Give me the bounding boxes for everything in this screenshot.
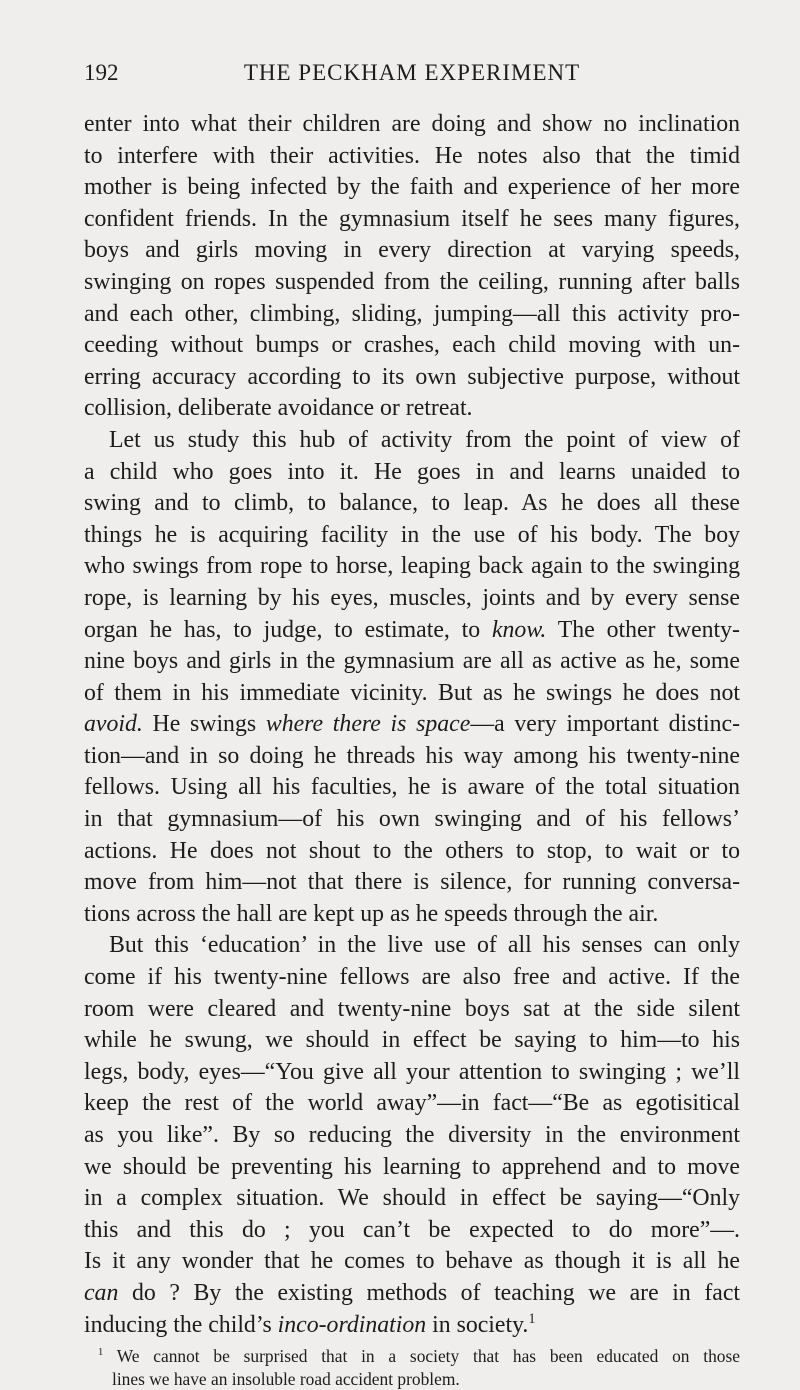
text-line: tions across the hall are kept up as he speeds through the air. (84, 900, 659, 927)
text-line: nine boys and girls in the gymnasium are all as active as he, some (84, 648, 740, 675)
text-line: while he swung, we should in effect be saying to him—to his (84, 1027, 740, 1054)
emphasis: can (84, 1279, 119, 1306)
text-line: mother is being infected by the faith and experience of her more (84, 174, 740, 201)
text-line: come if his twenty-nine fellows are also free and active. If the (84, 964, 740, 991)
text-line: inducing the child’s inco-ordination in society.$^1$ (84, 1310, 536, 1338)
running-title: THE PECKHAM EXPERIMENT (243, 60, 581, 85)
text-line: erring accuracy according to its own subjective purpose, without (84, 363, 740, 390)
text-line: as you like”. By so reducing the diversity in the environment (84, 1122, 740, 1148)
text-line: avoid. He swings where there is space—a very important distinc- (84, 711, 740, 738)
text-line: But this ‘education’ in the live use of all his senses can only (109, 932, 740, 959)
text-line: who swings from rope to horse, leaping back again to the swinging (84, 553, 740, 580)
body-text (84, 109, 740, 1390)
paragraph (84, 930, 740, 1341)
footnote-ref: 1 (528, 1310, 536, 1327)
text-line: to interfere with their activities. He notes also that the timid (84, 142, 740, 169)
text-line: room were cleared and twenty-nine boys sat at the side silent (84, 995, 740, 1022)
text-line: we should be preventing his learning to apprehend and to move (84, 1153, 740, 1180)
text-line: fellows. Using all his faculties, he is aware of the total situation (84, 774, 740, 801)
text-line: tion—and in so doing he threads his way among his twenty-nine (84, 742, 740, 769)
text-line: legs, body, eyes—“You give all your attention to swinging ; we’ll (84, 1058, 740, 1085)
emphasis: where there is space (265, 711, 471, 738)
footnote-line: lines we have an insoluble road accident problem. (112, 1368, 460, 1389)
footnote-line (84, 1345, 740, 1367)
paragraph (84, 425, 740, 931)
text-line: and each other, climbing, sliding, jumping—all this activity pro- (84, 300, 740, 327)
text-line: can do ? By the existing methods of teaching we are in fact (84, 1279, 740, 1306)
footnote (84, 1345, 740, 1390)
text-line: ceeding without bumps or crashes, each child moving with un- (84, 332, 740, 359)
text-line: swinging on ropes suspended from the ceiling, running after balls (84, 268, 740, 295)
text-line: this and this do ; you can’t be expected to do more”—. (84, 1216, 740, 1243)
emphasis: avoid. (84, 711, 143, 738)
text-line: boys and girls moving in every direction at varying speeds, (84, 237, 740, 264)
emphasis: know. (491, 616, 547, 643)
text-line: move from him—not that there is silence, for running conversa- (84, 869, 740, 896)
text-line: Let us study this hub of activity from the point of view of (109, 426, 740, 453)
text-line: organ he has, to judge, to estimate, to know. The other twenty- (84, 616, 740, 643)
text-line: in a complex situation. We should in effect be saying—“Only (84, 1185, 740, 1212)
text-line: enter into what their children are doing and show no inclination (84, 111, 740, 137)
emphasis: inco-ordination (277, 1311, 427, 1338)
text-line: swing and to climb, to balance, to leap. As he does all these (84, 490, 740, 517)
text-line: keep the rest of the world away”—in fact—“Be as egotisitical (84, 1090, 740, 1117)
text-line: collision, deliberate avoidance or retreat. (84, 395, 473, 422)
page-number: 192 (84, 60, 119, 85)
text-line: actions. He does not shout to the others to stop, to wait or to (84, 837, 740, 864)
paragraph (84, 109, 740, 425)
running-head (84, 60, 740, 90)
footnote-text: We cannot be surprised that in a society that has been educated on those (116, 1346, 740, 1367)
footnote-marker: 1 (98, 1347, 104, 1359)
text-line: a child who goes into it. He goes in and learns unaided to (84, 458, 740, 485)
text-line: rope, is learning by his eyes, muscles, joints and by every sense (84, 584, 740, 611)
text-line: Is it any wonder that he comes to behave as though it is all he (84, 1248, 740, 1275)
text-line: things he is acquiring facility in the use of his body. The boy (84, 521, 740, 548)
text-line: confident friends. In the gymnasium itself he sees many figures, (84, 205, 740, 232)
text-line: in that gymnasium—of his own swinging and of his fellows’ (84, 806, 740, 833)
text-line: of them in his immediate vicinity. But as he swings he does not (84, 679, 740, 706)
